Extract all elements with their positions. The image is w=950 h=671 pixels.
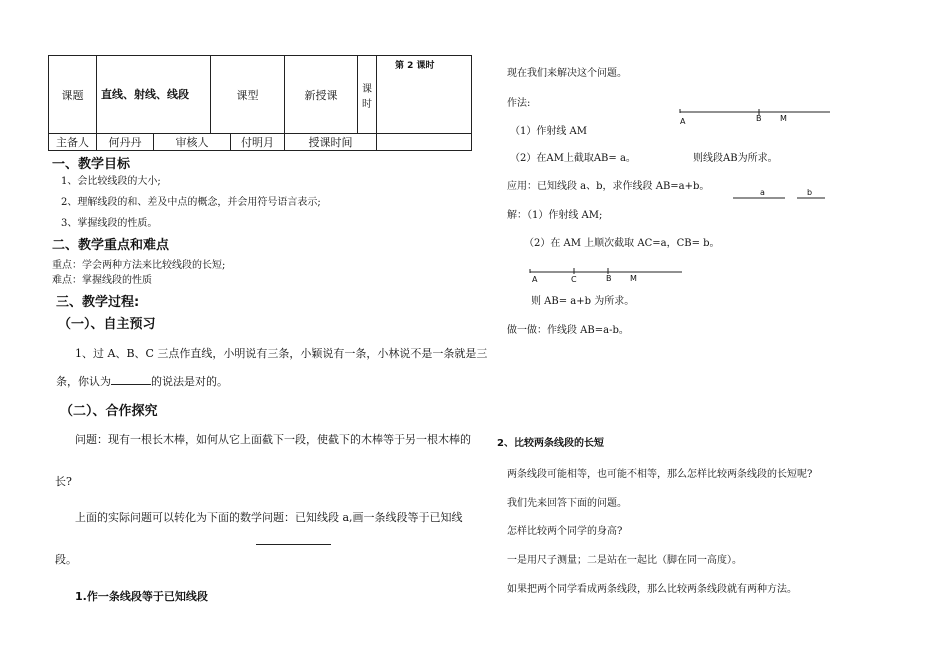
objective-2: 2、理解线段的和、差及中点的概念，并会用符号语言表示; bbox=[61, 197, 321, 208]
problem-line1: 问题：现有一根长木棒，如何从它上面截下一段，使截下的木棒等于另一根木棒的 bbox=[75, 433, 471, 446]
preparer-label: 主备人 bbox=[49, 134, 97, 151]
teach-time-value bbox=[377, 134, 472, 151]
label-a: A bbox=[680, 117, 686, 126]
label-b: B bbox=[756, 114, 762, 123]
step-2: （2）在AM上截取AB= a。 bbox=[510, 153, 636, 164]
type-value: 新授课 bbox=[285, 56, 358, 134]
question-1-line1: 1、过 A、B、C 三点作直线，小明说有三条，小颖说有一条，小林说不是一条就是三 bbox=[75, 347, 488, 360]
period-value bbox=[377, 56, 472, 134]
compare-p1: 两条线段可能相等，也可能不相等，那么怎样比较两条线段的长短呢? bbox=[507, 469, 813, 480]
subsection-explore-title: （二）、合作探究 bbox=[60, 404, 158, 419]
convert-line2: 段。 bbox=[55, 553, 77, 566]
application-text: 应用：已知线段 a、b，求作线段 AB=a+b。 bbox=[507, 181, 710, 192]
objective-3: 3、掌握线段的性质。 bbox=[61, 218, 158, 229]
question-1-pre: 条，你认为 bbox=[56, 375, 111, 388]
section-compare-title: 2、比较两条线段的长短 bbox=[497, 438, 604, 449]
preparer-name: 何丹丹 bbox=[97, 134, 154, 151]
section-3-title: 三、教学过程: bbox=[56, 295, 140, 310]
solution-step-1: 解：（1）作射线 AM; bbox=[507, 210, 603, 221]
step-2-result: 则线段AB为所求。 bbox=[693, 153, 778, 164]
objective-1: 1、会比较线段的大小; bbox=[61, 176, 161, 187]
type-label: 课型 bbox=[211, 56, 285, 134]
lesson-header-table bbox=[48, 55, 472, 151]
question-1-post: 的说法是对的。 bbox=[151, 375, 228, 388]
compare-p2: 我们先来回答下面的问题。 bbox=[507, 498, 627, 509]
step-1: （1）作射线 AM bbox=[510, 126, 588, 137]
difficulty: 难点：掌握线段的性质 bbox=[52, 275, 152, 286]
segment-b-label: b bbox=[807, 188, 813, 197]
figure-ray-am bbox=[676, 104, 836, 126]
convert-line1: 上面的实际问题可以转化为下面的数学问题：已知线段 a,画一条线段等于已知线 bbox=[75, 511, 463, 524]
section-1-title: 一、教学目标 bbox=[52, 157, 131, 172]
figure-given-segments bbox=[733, 187, 833, 203]
reviewer-name: 付明月 bbox=[231, 134, 285, 151]
answer-blank[interactable] bbox=[111, 374, 151, 385]
intro-text: 现在我们来解决这个问题。 bbox=[507, 68, 627, 79]
lesson-title: 直线、射线、线段 bbox=[97, 56, 211, 134]
key-point: 重点：学会两种方法来比较线段的长短; bbox=[52, 260, 226, 271]
given-segment-a bbox=[256, 544, 331, 545]
question-1-line2 bbox=[56, 373, 228, 389]
period-value-text: 第 2 课时 bbox=[395, 61, 435, 71]
subsection-preview-title: （一）、自主预习 bbox=[58, 317, 156, 332]
lesson-label: 课题 bbox=[49, 56, 97, 134]
label-b2: B bbox=[606, 274, 612, 283]
compare-p3: 怎样比较两个同学的身高? bbox=[507, 526, 623, 537]
reviewer-label: 审核人 bbox=[154, 134, 231, 151]
subheading-construct-segment: 1.作一条线段等于已知线段 bbox=[75, 590, 208, 603]
label-m2: M bbox=[630, 274, 637, 283]
solution-result: 则 AB= a+b 为所求。 bbox=[531, 296, 635, 307]
label-c: C bbox=[571, 275, 577, 284]
solution-step-2: （2）在 AM 上顺次截取 AC=a，CB= b。 bbox=[524, 238, 720, 249]
label-a2: A bbox=[532, 275, 538, 284]
section-2-title: 二、教学重点和难点 bbox=[52, 238, 170, 253]
practice-text: 做一做：作线段 AB=a-b。 bbox=[507, 325, 629, 336]
teach-time-label: 授课时间 bbox=[285, 134, 377, 151]
problem-line2: 长? bbox=[55, 475, 72, 488]
period-label: 课时 bbox=[358, 56, 377, 134]
method-label: 作法: bbox=[507, 98, 531, 109]
compare-p5: 如果把两个同学看成两条线段，那么比较两条线段就有两种方法。 bbox=[507, 584, 797, 595]
label-m: M bbox=[780, 114, 787, 123]
compare-p4: 一是用尺子测量；二是站在一起比（脚在同一高度）。 bbox=[507, 555, 742, 566]
figure-ray-acbm bbox=[526, 262, 696, 284]
segment-a-label: a bbox=[760, 188, 765, 197]
